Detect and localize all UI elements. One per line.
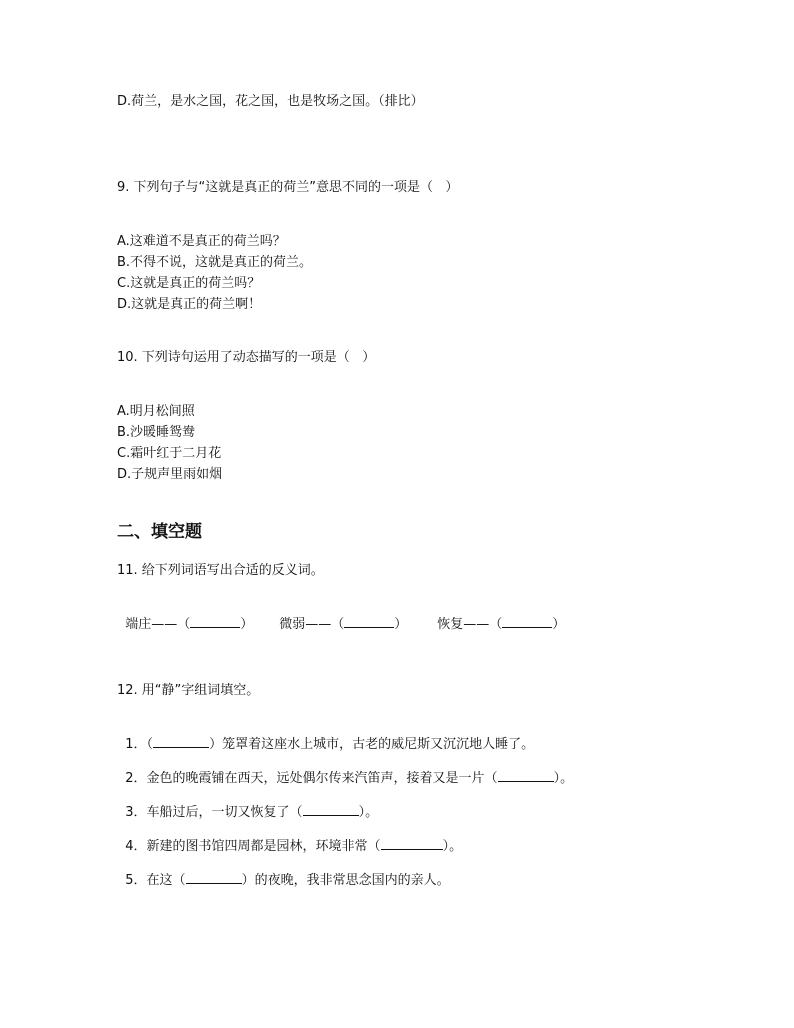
q9-stem: 9. 下列句子与“这就是真正的荷兰”意思不同的一项是（ ） — [117, 180, 459, 195]
answer-blank[interactable] — [190, 614, 240, 628]
q9-option-a: A.这难道不是真正的荷兰吗？ — [117, 234, 286, 249]
fill-item: 3．车船过后，一切又恢复了（ ）。 — [117, 784, 378, 822]
q10-option-a: A.明月松间照 — [117, 404, 195, 419]
antonym-word: 端庄 — [125, 617, 152, 632]
answer-blank[interactable] — [502, 614, 552, 628]
q9-option-b: B.不得不说，这就是真正的荷兰。 — [117, 255, 313, 270]
q11-stem: 11. 给下列词语写出合适的反义词。 — [117, 563, 324, 578]
q9-option-c: C.这就是真正的荷兰吗？ — [117, 276, 261, 291]
fill-item: 5．在这（ ）的夜晚，我非常思念国内的亲人。 — [117, 852, 450, 890]
q10-option-d: D.子规声里雨如烟 — [117, 467, 223, 482]
q12-stem: 12. 用“静”字组词填空。 — [117, 683, 260, 698]
fill-item: 4．新建的图书馆四周都是园林，环境非常（ ）。 — [117, 818, 462, 856]
answer-blank[interactable] — [344, 614, 394, 628]
q9-option-d: D.这就是真正的荷兰啊！ — [117, 297, 262, 312]
answer-blank[interactable] — [303, 802, 359, 816]
answer-blank[interactable] — [381, 836, 443, 850]
antonym-item: 微弱——（ ） — [271, 596, 407, 634]
q8-option-d: D.荷兰，是水之国，花之国，也是牧场之国。（排比） — [117, 94, 424, 109]
q10-option-b: B.沙暖睡鸳鸯 — [117, 425, 196, 440]
q10-stem: 10. 下列诗句运用了动态描写的一项是（ ） — [117, 350, 376, 365]
q10-option-c: C.霜叶红于二月花 — [117, 446, 222, 461]
section-heading: 二、填空题 — [117, 522, 202, 542]
answer-blank[interactable] — [153, 734, 209, 748]
fill-item: 1．（ ）笼罩着这座水上城市，古老的威尼斯又沉沉地人睡了。 — [117, 716, 534, 754]
fill-item: 2．金色的晚霞铺在西天，远处偶尔传来汽笛声，接着又是一片（ ）。 — [117, 750, 573, 788]
answer-blank[interactable] — [186, 870, 242, 884]
antonym-item: 恢复——（ ） — [429, 596, 565, 634]
antonym-word: 恢复 — [437, 617, 464, 632]
antonym-word: 微弱 — [279, 617, 306, 632]
answer-blank[interactable] — [498, 768, 554, 782]
antonym-item: 端庄——（ ） — [117, 596, 253, 634]
